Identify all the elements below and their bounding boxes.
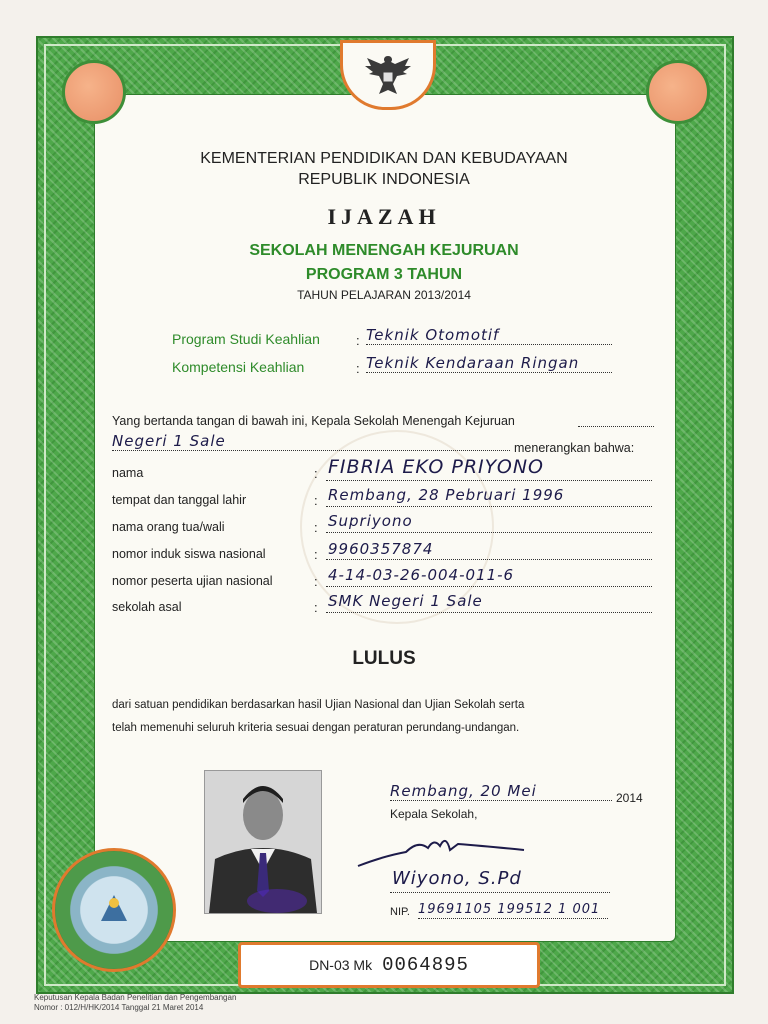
colon: : [314,600,318,615]
footer-decree-line-2: Nomor : 012/H/HK/2014 Tanggal 21 Maret 2014 [34,1003,204,1012]
closing-line-2: telah memenuhi seluruh kriteria sesuai dengan peraturan perundang-undangan. [112,722,520,734]
field-label-nisn: nomor induk siswa nasional [112,547,266,561]
serial-number: 0064895 [382,954,469,976]
corner-medallion-left [62,60,126,124]
dotted-line [326,612,652,613]
serial-number-box [238,942,540,988]
dotted-line [366,344,612,345]
field-label-parent: nama orang tua/wali [112,520,225,534]
field-label-exam-number: nomor peserta ujian nasional [112,574,273,588]
dotted-line [326,586,652,587]
competency-value: Teknik Kendaraan Ringan [366,354,580,372]
colon: : [314,493,318,508]
student-photo [204,770,322,914]
ministry-line-2: REPUBLIK INDONESIA [298,171,470,188]
school-type: SEKOLAH MENENGAH KEJURUAN [249,242,519,259]
closing-line-1: dari satuan pendidikan berdasarkan hasil Ujian Nasional dan Ujian Sekolah serta [112,699,525,711]
field-label-origin-school: sekolah asal [112,600,182,614]
principal-name: Wiyono, S.Pd [392,868,522,889]
nip-label: NIP. [390,906,410,918]
dotted-line [578,426,654,427]
dotted-line [326,506,652,507]
garuda-icon [361,50,415,100]
declares-text: menerangkan bahwa: [514,441,635,455]
field-value-parent: Supriyono [328,512,413,530]
document-title: IJAZAH [327,204,441,229]
field-value-origin-school: SMK Negeri 1 Sale [328,592,483,610]
colon: : [356,333,360,348]
colon: : [314,520,318,535]
dotted-line [326,559,652,560]
dotted-line [390,892,610,893]
result-status: LULUS [352,648,416,669]
field-value-exam-number: 4-14-03-26-004-011-6 [328,566,515,584]
competency-label: Kompetensi Keahlian [172,359,305,375]
study-program-value: Teknik Otomotif [366,326,500,344]
serial-prefix: DN-03 Mk [309,957,373,973]
field-value-birth: Rembang, 28 Pebruari 1996 [328,486,565,504]
ministry-hologram-seal [52,848,176,972]
field-label-birth: tempat dan tanggal lahir [112,493,247,507]
program-duration: PROGRAM 3 TAHUN [305,266,463,283]
student-portrait-icon [205,771,321,913]
ministry-line-1: KEMENTERIAN PENDIDIKAN DAN KEBUDAYAAN [200,150,568,167]
dotted-line [418,918,608,919]
dotted-line [326,480,652,481]
field-value-nisn: 9960357874 [328,540,434,558]
nip-value: 19691105 199512 1 001 [418,902,601,917]
tut-wuri-handayani-icon [55,851,173,969]
colon: : [314,547,318,562]
academic-year: TAHUN PELAJARAN 2013/2014 [297,288,471,302]
statement-intro: Yang bertanda tangan di bawah ini, Kepala Sekolah Menengah Kejuruan [112,414,515,428]
dotted-line [326,532,652,533]
colon: : [314,574,318,589]
corner-medallion-right [646,60,710,124]
dotted-line [112,450,510,451]
colon: : [314,466,318,481]
school-name: Negeri 1 Sale [112,432,226,450]
field-value-name: FIBRIA EKO PRIYONO [328,456,545,478]
signature-role: Kepala Sekolah, [390,807,478,821]
dotted-line [390,800,612,801]
dotted-line [366,372,612,373]
field-label-name: nama [112,466,144,480]
signature-place-date: Rembang, 20 Mei [390,782,537,800]
signature-year: 2014 [616,791,643,805]
study-program-label: Program Studi Keahlian [172,331,320,347]
footer-decree-line-1: Keputusan Kepala Badan Penelitian dan Pengembangan [34,993,237,1002]
colon: : [356,361,360,376]
